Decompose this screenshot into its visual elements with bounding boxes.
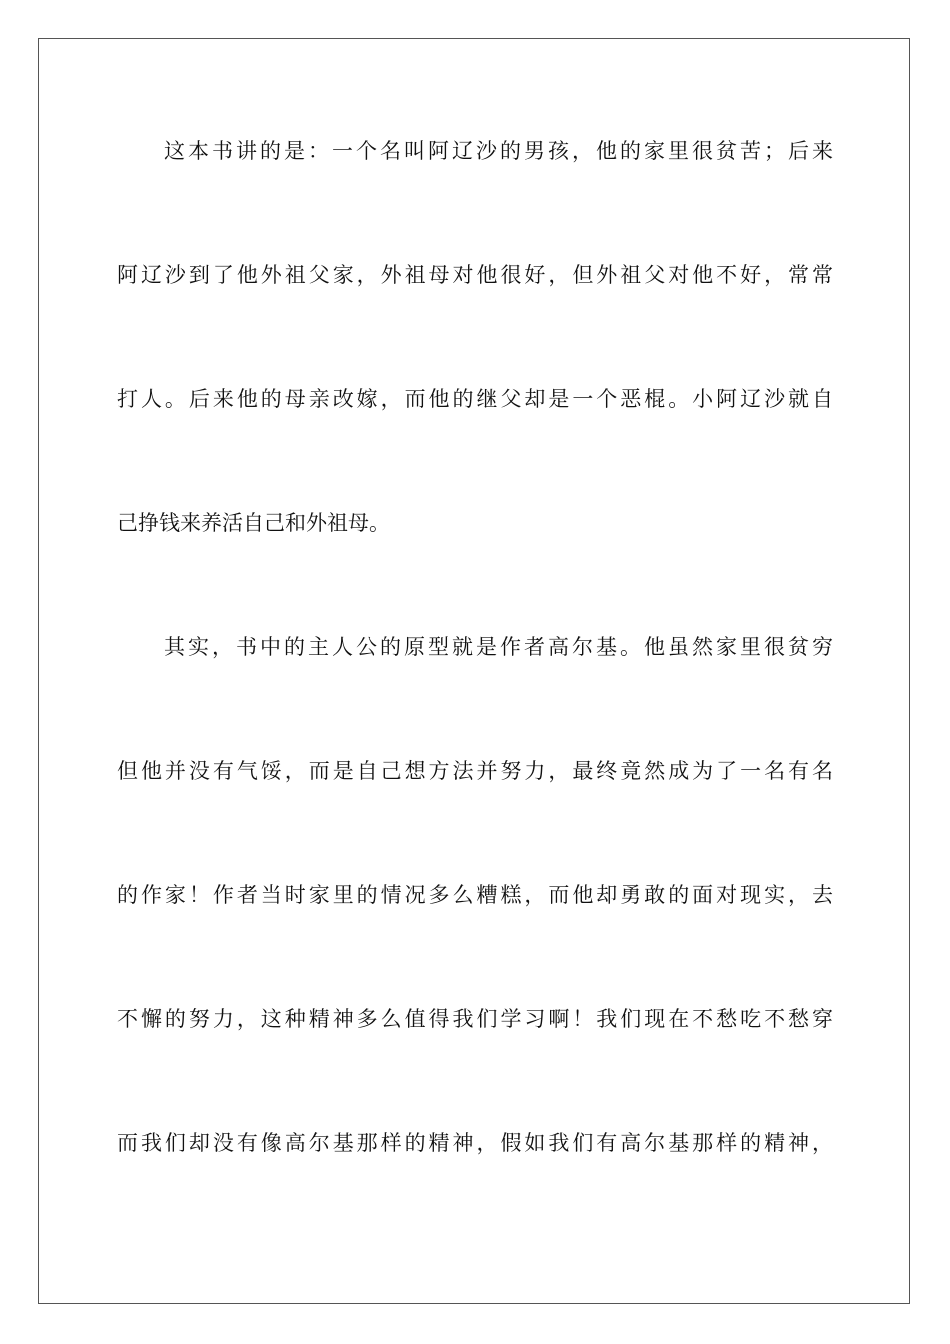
page-border <box>38 38 910 1304</box>
paragraph-line: 己挣钱来养活自己和外祖母。 <box>117 511 390 535</box>
paragraph-line: 而我们却没有像高尔基那样的精神，假如我们有高尔基那样的精神， <box>117 1131 833 1155</box>
paragraph-line: 的作家！作者当时家里的情况多么糟糕，而他却勇敢的面对现实，去 <box>117 883 833 907</box>
paragraph-line: 不懈的努力，这种精神多么值得我们学习啊！我们现在不愁吃不愁穿 <box>117 1007 833 1031</box>
paragraph-line: 打人。后来他的母亲改嫁，而他的继父却是一个恶棍。小阿辽沙就自 <box>117 387 833 411</box>
paragraph-line: 阿辽沙到了他外祖父家，外祖母对他很好，但外祖父对他不好，常常 <box>117 263 833 287</box>
paragraph-line: 但他并没有气馁，而是自己想方法并努力，最终竟然成为了一名有名 <box>117 759 833 783</box>
paragraph-line: 这本书讲的是：一个名叫阿辽沙的男孩，他的家里很贫苦；后来 <box>164 139 833 163</box>
paragraph-line: 其实，书中的主人公的原型就是作者高尔基。他虽然家里很贫穷 <box>164 635 833 659</box>
